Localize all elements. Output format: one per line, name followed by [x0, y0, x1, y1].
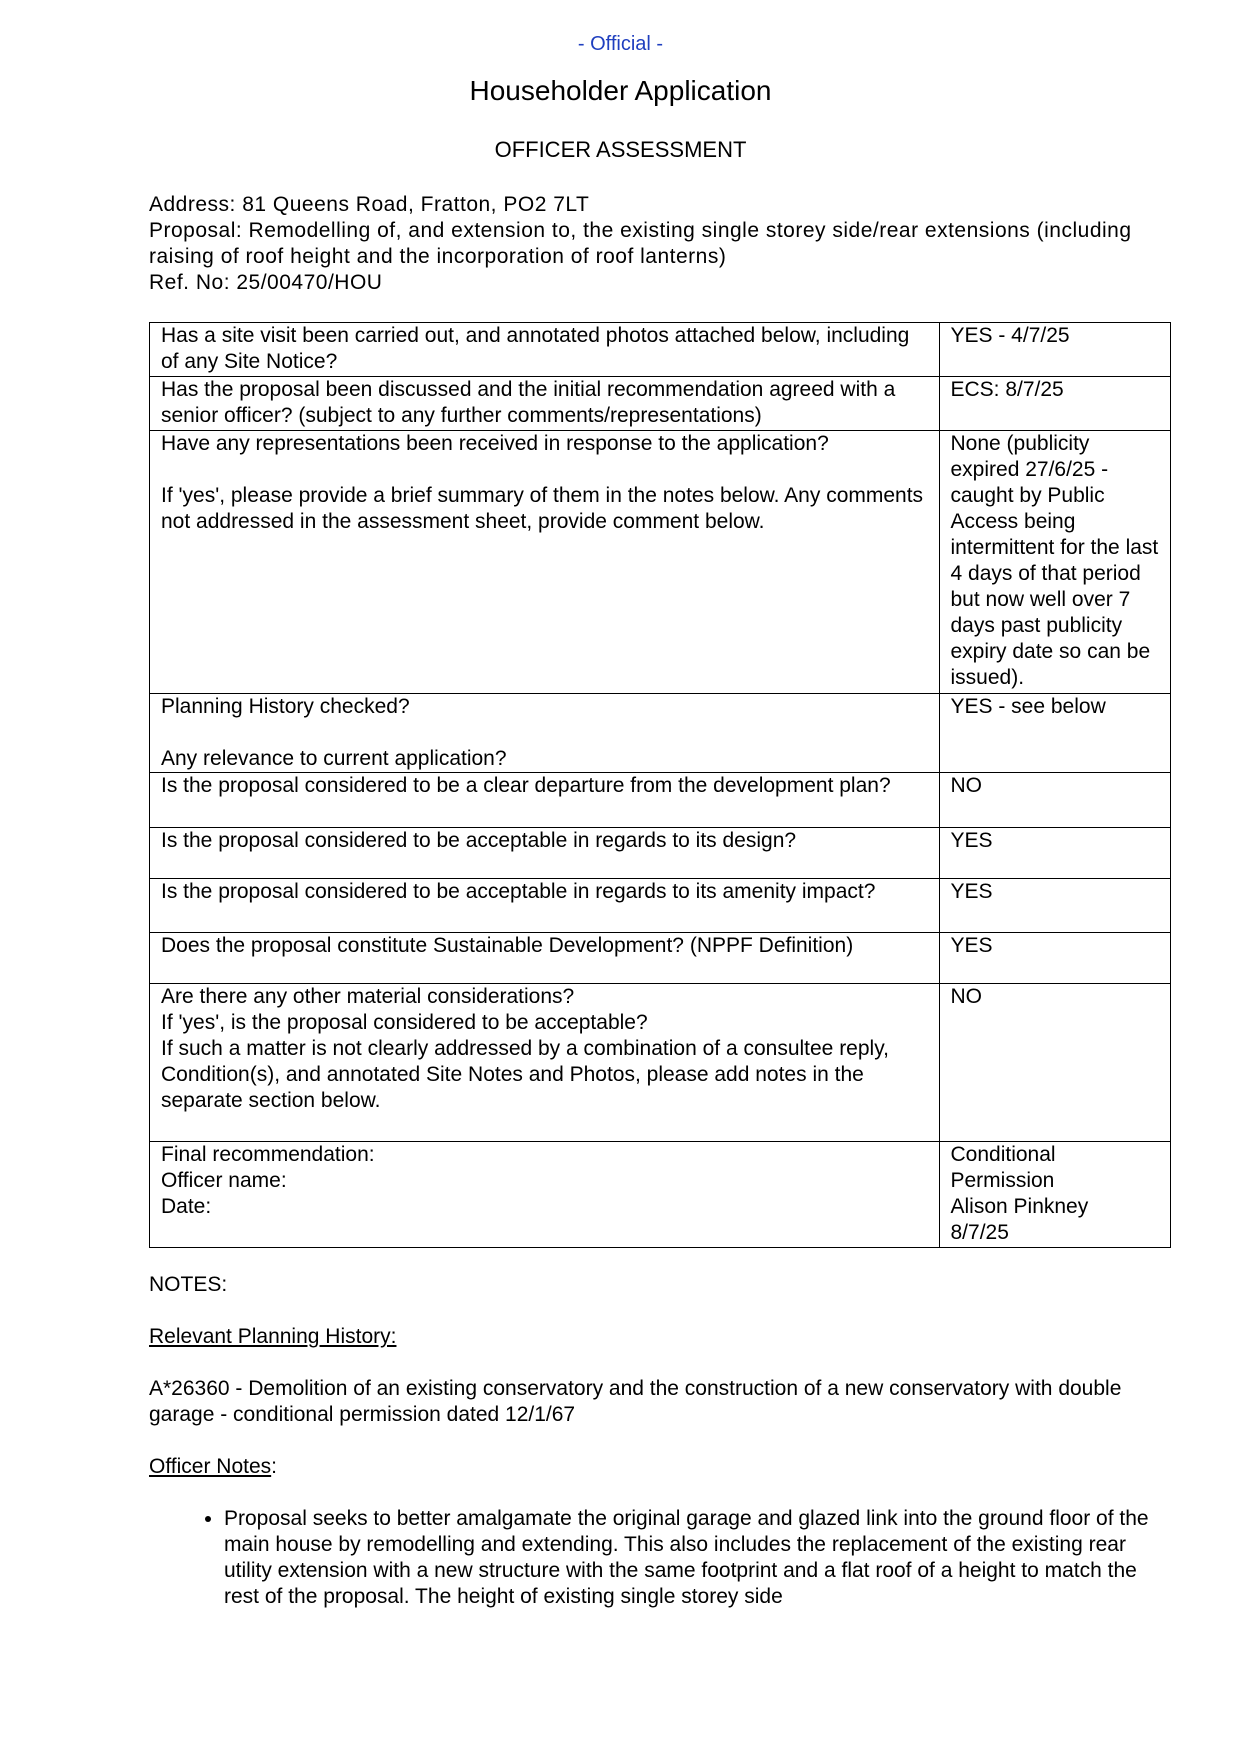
list-item: • Proposal seeks to better amalgamate the original garage and glazed link into the ground floor of the main house by remodelling and extending. This also includes the replacement of the existing rear utility extension with a new structure with the same footprint and a flat roof of a height to match the rest of the proposal. The height of existing single storey side	[224, 1506, 1149, 1610]
proposal-line: Proposal: Remodelling of, and extension to, the existing single storey side/rear extensions (including raising of roof height and the incorporation of roof lanterns)	[149, 219, 1132, 268]
table-row	[150, 984, 1171, 1142]
table-row	[150, 828, 1171, 879]
table-row	[150, 431, 1171, 694]
officer-notes-heading: Officer Notes	[149, 1455, 272, 1478]
question-cell: Final recommendation: Officer name: Date:	[150, 1142, 940, 1248]
question-cell: Does the proposal constitute Sustainable Development? (NPPF Definition)	[150, 933, 940, 984]
document-title: Householder Application	[469, 75, 772, 106]
table-row	[150, 879, 1171, 933]
notes-section	[149, 1272, 1149, 1610]
officer-notes-colon: :	[271, 1455, 277, 1478]
question-cell: Has the proposal been discussed and the initial recommendation agreed with a senior officer? (subject to any further comments/representations)	[150, 377, 940, 431]
answer-cell: YES	[939, 879, 1171, 933]
answer-cell: NO	[939, 984, 1171, 1142]
question-cell: Is the proposal considered to be acceptable in regards to its amenity impact?	[150, 879, 940, 933]
table-row	[150, 933, 1171, 984]
question-cell: Planning History checked? Any relevance to current application?	[150, 694, 940, 773]
application-details	[149, 192, 1149, 296]
question-cell: Is the proposal considered to be acceptable in regards to its design?	[150, 828, 940, 879]
document-subtitle: OFFICER ASSESSMENT	[494, 137, 747, 162]
classification-banner: - Official -	[577, 33, 664, 55]
planning-history-text: A*26360 - Demolition of an existing conservatory and the construction of a new conservatory with double garage - conditional permission dated 12/1/67	[149, 1377, 1122, 1426]
assessment-table	[149, 322, 1171, 1248]
answer-cell: YES - see below	[939, 694, 1171, 773]
table-row	[150, 694, 1171, 773]
answer-cell: YES	[939, 828, 1171, 879]
table-row	[150, 1142, 1171, 1248]
answer-cell: None (publicity expired 27/6/25 - caught by Public Access being intermittent for the last 4 days of that period but now well over 7 days past publicity expiry date so can be issued).	[939, 431, 1171, 694]
answer-cell: YES	[939, 933, 1171, 984]
answer-cell: Conditional Permission Alison Pinkney 8/7/25	[939, 1142, 1171, 1248]
question-cell: Is the proposal considered to be a clear departure from the development plan?	[150, 773, 940, 828]
question-cell: Are there any other material considerations? If 'yes', is the proposal considered to be acceptable? If such a matter is not clearly addressed by a combination of a consultee reply, Condition(s), and annotated Site Notes and Photos, please add notes in the separate section below.	[150, 984, 940, 1142]
address-line: Address: 81 Queens Road, Fratton, PO2 7LT	[149, 193, 590, 216]
planning-history-heading: Relevant Planning History:	[149, 1325, 397, 1348]
reference-line: Ref. No: 25/00470/HOU	[149, 271, 383, 294]
answer-cell: ECS: 8/7/25	[939, 377, 1171, 431]
answer-cell: YES - 4/7/25	[939, 323, 1171, 377]
answer-cell: NO	[939, 773, 1171, 828]
officer-notes-list	[149, 1506, 1149, 1610]
table-row	[150, 377, 1171, 431]
question-cell: Has a site visit been carried out, and annotated photos attached below, including of any Site Notice?	[150, 323, 940, 377]
notes-heading: NOTES:	[149, 1273, 228, 1296]
table-row	[150, 773, 1171, 828]
table-row	[150, 323, 1171, 377]
question-cell: Have any representations been received in response to the application? If 'yes', please provide a brief summary of them in the notes below. Any comments not addressed in the assessment sheet, provide comment below.	[150, 431, 940, 694]
